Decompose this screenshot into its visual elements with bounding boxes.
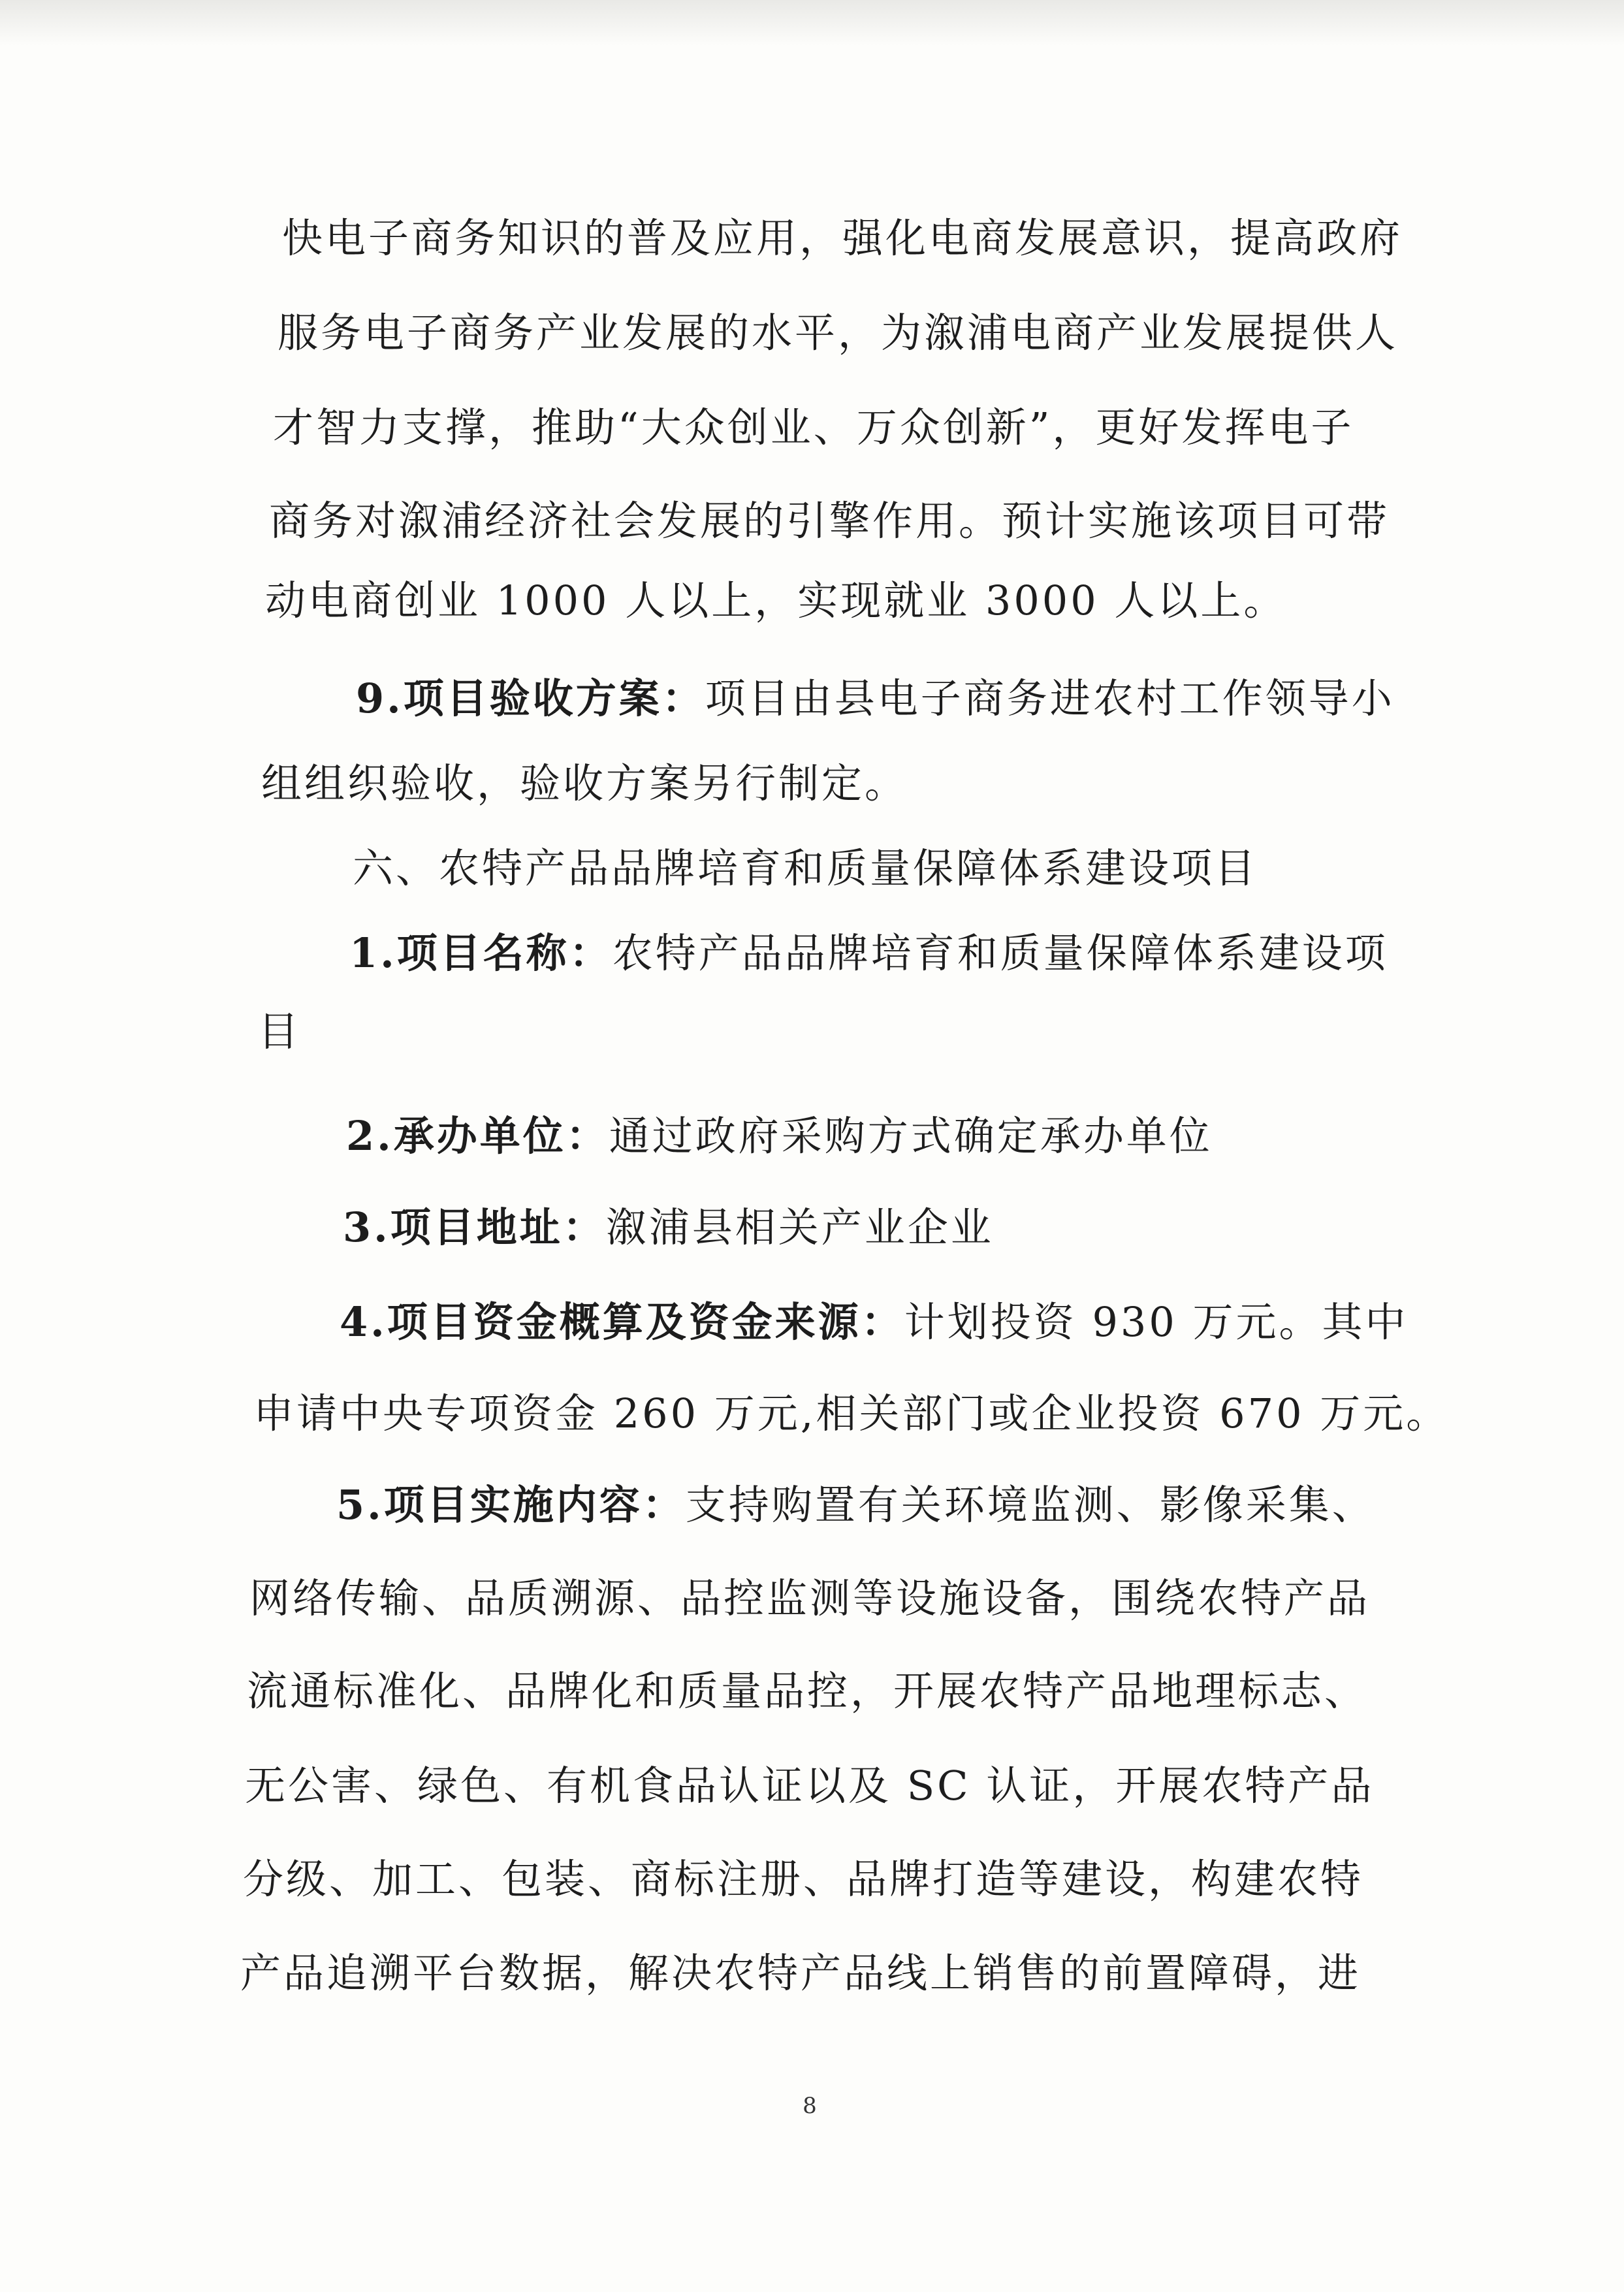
item-9-continuation: 组组织验收，验收方案另行制定。 [261, 759, 908, 807]
section-heading: 六、农特产品品牌培育和质量保障体系建设项目 [353, 844, 1258, 892]
item-3-line [343, 1202, 994, 1254]
item-4-line [340, 1296, 1409, 1348]
item-9-label: 9.项目验收方案： [356, 675, 705, 722]
item-5-line [336, 1479, 1375, 1531]
paragraph-line: 产品追溯平台数据，解决农特产品线上销售的前置障碍，进 [240, 1949, 1361, 1997]
paragraph-line: 服务电子商务产业发展的水平，为溆浦电商产业发展提供人 [278, 309, 1399, 357]
item-4-label: 4.项目资金概算及资金来源： [340, 1298, 904, 1346]
item-1-text: 农特产品品牌培育和质量保障体系建设项 [612, 929, 1388, 977]
item-9-line [356, 673, 1395, 725]
paragraph-line: 分级、加工、包装、商标注册、品牌打造等建设，构建农特 [243, 1855, 1364, 1903]
item-2-label: 2.承办单位： [346, 1112, 609, 1160]
paragraph-line: 才智力支撑，推助“大众创业、万众创新”，更好发挥电子 [273, 404, 1354, 451]
scan-edge [0, 0, 1624, 46]
item-3-text: 溆浦县相关产业企业 [605, 1203, 994, 1251]
item-3-label: 3.项目地址： [343, 1203, 606, 1251]
item-2-line [346, 1110, 1213, 1162]
item-1-label: 1.项目名称： [349, 929, 613, 977]
item-4-continuation: 申请中央专项资金 260 万元,相关部门或企业投资 670 万元。 [253, 1390, 1450, 1437]
page-number: 8 [803, 2093, 817, 2119]
item-2-text: 通过政府采购方式确定承办单位 [609, 1112, 1213, 1160]
paragraph-line: 商务对溆浦经济社会发展的引擎作用。预计实施该项目可带 [269, 497, 1390, 545]
paragraph-line: 动电商创业 1000 人以上，实现就业 3000 人以上。 [265, 577, 1287, 624]
paragraph-line: 快电子商务知识的普及应用，强化电商发展意识，提高政府 [282, 214, 1403, 262]
item-5-text: 支持购置有关环境监测、影像采集、 [685, 1481, 1375, 1529]
paragraph-line: 流通标准化、品牌化和质量品控，开展农特产品地理标志、 [247, 1667, 1368, 1715]
paragraph-line: 无公害、绿色、有机食品认证以及 SC 认证，开展农特产品 [245, 1762, 1375, 1809]
item-1-continuation: 目 [258, 1008, 302, 1055]
item-9-text: 项目由县电子商务进农村工作领导小 [705, 675, 1395, 722]
item-5-label: 5.项目实施内容： [336, 1481, 686, 1529]
item-1-line [349, 927, 1388, 979]
paragraph-line: 网络传输、品质溯源、品控监测等设施设备，围绕农特产品 [249, 1574, 1371, 1622]
item-4-text: 计划投资 930 万元。其中 [904, 1298, 1409, 1346]
